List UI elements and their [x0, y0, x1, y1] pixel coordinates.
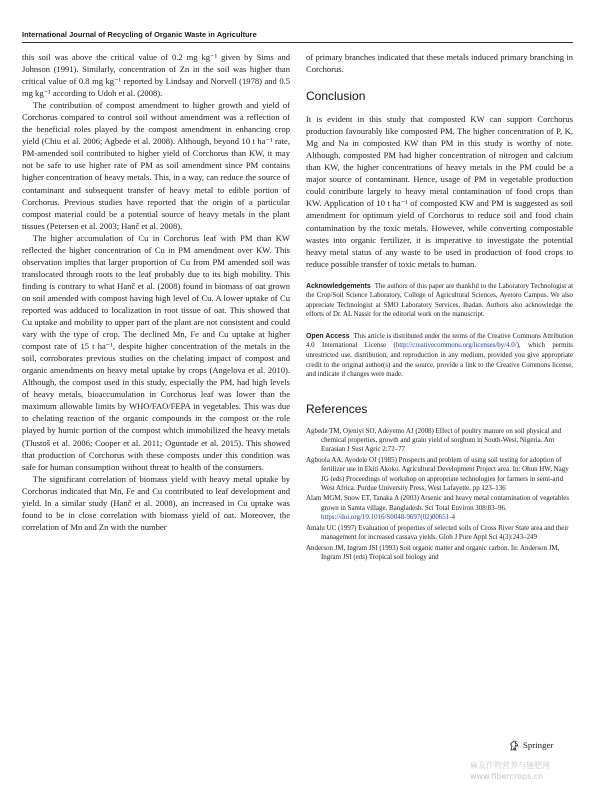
acknowledgements: [306, 282, 573, 320]
reference-list: [306, 427, 573, 563]
body-paragraph: The higher accumulation of Cu in Corchorus leaf with PM than KW reflected the higher concentration of Cu in PM amendment over KW. This observation implies that larger proportion of Cu from PM amended soil was translocated through roots to the leaf probably due to its high mobility. This finding is contrary to what Hanč et al. (2008) found in biomass of oat grown on soil amended with compost having high level of Cu. A lower uptake of Cu reported was adduced to localization in root tissue of oat. This showed that Cu uptake and mobility to upper part of the plant are not consistent and could vary with the type of crop. The declined Mn, Fe and Cu uptake at higher compost rate of 15 t ha⁻¹, despite higher concentration of the metals in the soil, corroborates previous studies on the chelating impact of compost and organic amendments on heavy metal uptake by crops (Angelova et al. 2010). Although, the compost used in this study, especially the PM, had high levels of heavy metals, bioaccumulation in Corchorus leaf was lower than the maximum allowable limits by WHO/FAO/FEPA in vegetables. This was due to chelating reaction of the organic compounds in the compost or the role played by humic portion of the compost which immobilized the heavy metals (Tlustoš et al. 2006; Cooper et al. 2011; Oguntade et al. 2015). This showed that production of Corchorus with these composts under this condition was safe for human consumption without threat to health of the consumers.: [22, 232, 290, 472]
body-paragraph: of primary branches indicated that these metals induced primary branching in Corchorus.: [306, 52, 573, 75]
open-access-text-end: ), which permits unrestricted use, distribution, and reproduction in any medium, provided you give appropriate credit to the original author(s) and the source, provide a link to the Creative Commons license, and indicate if changes were made.: [306, 342, 573, 379]
publisher-name: Springer: [523, 740, 554, 750]
running-head: International Journal of Recycling of Organic Waste in Agriculture: [22, 30, 257, 39]
watermark: 麻友作物营养与施肥网 www.fibercrops.cn: [470, 761, 550, 781]
references-heading: References: [306, 401, 368, 416]
reference-item: [306, 456, 573, 494]
left-column: [22, 51, 290, 533]
reference-text: Alam MGM, Snow ET, Tanaka A (2003) Arsenic and heavy metal contamination of vegetables grown in Samta village, Bangladesh. Sci Total Environ 308:83–96.: [306, 494, 570, 512]
reference-item: [306, 494, 573, 522]
body-paragraph: this soil was above the critical value of 0.2 mg kg⁻¹ given by Sims and Johnson (1991). Similarly, concentration of Zn in the soil was higher than critical value of 0.8 mg kg⁻¹ reported by Lindsay and Norvell (1978) and 0.5 mg kg⁻¹ according to Udoh et al. (2008).: [22, 52, 290, 99]
reference-text: Agbede TM, Ojeniyi SO, Adeyemo AJ (2008) Effect of poultry manure on soil physical and chemical properties, growth and grain yield of sorghum in South-West, Nigeria. Am Eurasian J Sust Agric 2:72–77: [306, 426, 562, 454]
conclusion-text: It is evident in this study that composted KW can support Corchorus production favourably like composted PM. The higher concentration of P, K, Mg and Na in composted KW than PM in this study is worthy of note. Although, composted PM had higher concentration of nitrogen and calcium than KW, the higher concentrations of heavy metals in the PM could be a major source of contaminant. Hence, usage of PM in vegetable production could contribute largely to heavy metal contamination of food crops than KW. Application of 10 t ha⁻¹ of composted KW and PM is suggested as soil amendment for optimum yield of Corchorus to reduce soil and food chain contamination by the toxic metals. However, while converting compostable wastes into organic fertilizer, it is imperative to investigate the potential heavy metal status of any waste to be used in production of food crops to reduce possible transfer of toxic metals to human.: [306, 114, 573, 269]
reference-item: [306, 524, 573, 543]
publisher-logo: [509, 738, 553, 752]
reference-text: Amalu UC (1997) Evaluation of properties of selected soils of Cross River State area and their management for increased cassava yields. Glob J Pure Appl Sci 4(3):243–249: [306, 523, 569, 542]
body-paragraph: The significant correlation of biomass yield with heavy metal uptake by Corchorus indicated that Mn, Fe and Cu contributed to leaf development and yield. In a similar study (Hanč et al. 2008), an increased in Cu uptake was found to be in close correlation with biomass yield of oat. Moreover, the correlation of Mn and Zn with the number: [22, 473, 290, 532]
reference-item: [306, 427, 573, 455]
conclusion-heading: Conclusion: [306, 89, 366, 104]
open-access-notice: [306, 332, 573, 380]
header-rule: [22, 42, 573, 43]
license-link[interactable]: http://creativecommons.org/licenses/by/4.0/: [395, 342, 517, 350]
acknowledgements-text: The authors of this paper are thankful to the Laboratory Technologist at the Crop/Soil Science Laboratory, College of Agricultural Sciences, Ayetoro Campus. We also appreciate Technologist at SMO Laboratory Services, Ibadan. Authors also acknowledge the efforts of Dr. AL Nassir for the editorial work on the manuscript.: [306, 282, 573, 319]
acknowledgements-label: Acknowledgements: [306, 282, 371, 290]
reference-text: Anderson JM, Ingram JSI (1993) Soil organic matter and organic carbon. In: Anderson JM, Ingram JSI (eds) Tropical soil biology and: [306, 543, 560, 561]
open-access-label: Open Access: [306, 332, 350, 340]
right-column: [306, 51, 573, 563]
body-paragraph: The contribution of compost amendment to higher growth and yield of Corchorus compared to control soil without amendment was a reflection of the beneficial roles played by the compost amendment in enhancing crop yield (Chiu et al. 2006; Agbede et al. 2008). Although, beyond 10 t ha⁻¹ rate, PM-amended soil contributed to higher yield of Corchorus than KW, it may not be safe to use higher rate of PM as soil amendment since PM contains higher concentration of heavy metals. This, in a way, can reduce the source of contaminant and subsequent transfer of heavy metal to edible portion of Corchorus. Previous studies have reported that the origin of a particular compost material could be a potential source of heavy metals in the plant tissues (Petersen et al. 2003; Hanč et al. 2008).: [22, 100, 290, 231]
reference-item: [306, 544, 573, 563]
doi-link[interactable]: https://doi.org/10.1016/S0048-9697(02)00651-4: [321, 513, 455, 522]
reference-text: Agboola AA, Ayodele OJ (1985) Prospects and problem of using soil testing for adoption of fertilizer use in Ekiti Akoko. Agricultural Development Project area. In: Ohun HW, Nagy JG (eds) Proceedings of workshop on appropriate technologies for farmers in semi-arid West Africa. Purdue University Press, West Lafayette, pp 123–136: [306, 455, 569, 493]
springer-horse-icon: [509, 740, 519, 751]
open-access-text: This article is distributed under the terms of the Creative Commons Attribution 4.0 International License (: [306, 332, 573, 350]
